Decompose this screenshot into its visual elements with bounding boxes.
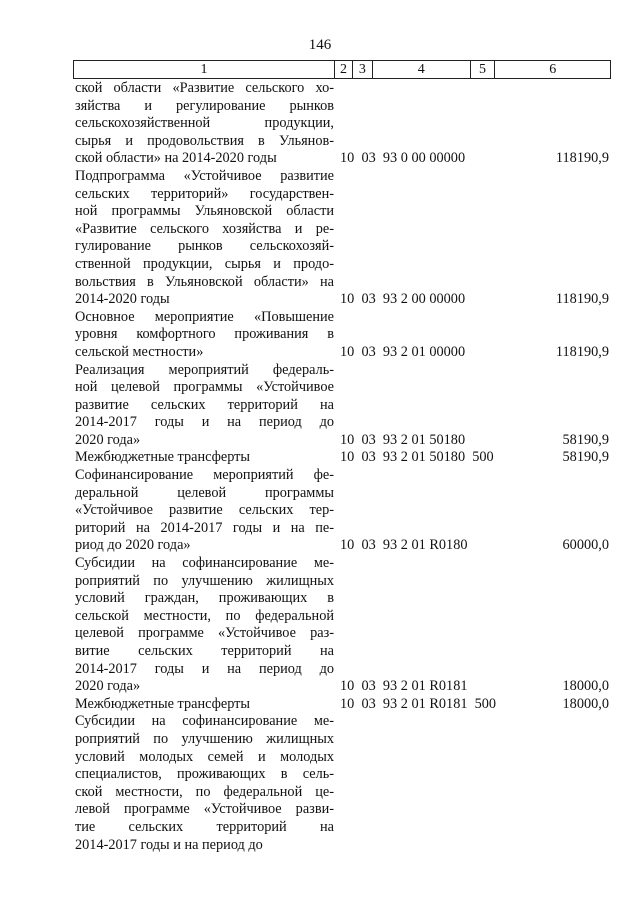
table-row <box>75 168 611 309</box>
row-amount: 118190,9 <box>555 150 609 167</box>
description-line: ской области» на 2014-2020 годы <box>75 150 277 167</box>
description-line: сельскохозяйственной продукции, <box>75 115 334 132</box>
description-line: целевой программе «Устойчивое раз- <box>75 625 334 642</box>
row-description <box>75 449 334 467</box>
description-line: 2014-2020 годы <box>75 291 170 308</box>
description-line: витие сельских территорий на <box>75 643 334 659</box>
row-description <box>75 80 334 168</box>
description-line: развитие сельских территорий на <box>75 396 334 413</box>
row-amount: 118190,9 <box>555 343 609 360</box>
row-description <box>75 555 334 696</box>
header-col-2: 2 <box>335 61 353 78</box>
row-amount: 60000,0 <box>562 537 609 554</box>
description-line: Подпрограмма «Устойчивое развитие <box>75 167 334 184</box>
row-amount: 118190,9 <box>555 291 609 308</box>
description-line: 2014-2017 годы и на период до <box>75 660 334 677</box>
row-description <box>75 309 334 362</box>
row-codes: 10 03 93 2 01 50180 500 <box>340 449 494 466</box>
table-body <box>75 80 611 854</box>
table-row <box>75 696 611 714</box>
description-line: зяйства и регулирование рынков <box>75 97 334 114</box>
description-line: ской области «Развитие сельского хо- <box>75 80 334 96</box>
table-row <box>75 309 611 362</box>
description-line: специалистов, проживающих в сель- <box>75 766 334 783</box>
description-line: 2014-2017 годы и на период до <box>75 414 334 431</box>
description-line: Субсидии на софинансирование ме- <box>75 713 334 730</box>
row-description <box>75 696 334 714</box>
table-row <box>75 555 611 696</box>
description-line: Софинансирование мероприятий фе- <box>75 467 334 484</box>
table-row <box>75 362 611 450</box>
row-codes: 10 03 93 2 01 50180 <box>340 431 466 448</box>
description-line: ственной продукции, сырья и продо- <box>75 255 334 272</box>
description-line: ской местности, по федеральной це- <box>75 783 334 800</box>
row-codes: 10 03 93 2 01 R0181 <box>340 678 468 695</box>
row-amount: 58190,9 <box>562 431 609 448</box>
description-line: ной целевой программы «Устойчивое <box>75 379 334 396</box>
description-line: тие сельских территорий на <box>75 818 334 835</box>
header-col-6: 6 <box>549 62 557 77</box>
description-line: сельской местности» <box>75 343 204 360</box>
description-line: Субсидии на софинансирование ме- <box>75 555 334 572</box>
description-line: риод до 2020 года» <box>75 537 191 554</box>
description-line: левой программе «Устойчивое разви- <box>75 801 334 818</box>
row-codes: 10 03 93 2 01 00000 <box>340 343 466 360</box>
description-line: уровня комфортного проживания в <box>75 326 334 343</box>
description-line: Основное мероприятие «Повышение <box>75 308 334 325</box>
row-description <box>75 467 334 555</box>
header-col-5: 5 <box>471 61 496 78</box>
description-line: «Устойчивое развитие сельских тер- <box>75 502 334 519</box>
row-codes: 10 03 93 2 01 R0180 <box>340 537 468 554</box>
description-line: сырья и продовольствия в Ульянов- <box>75 132 334 149</box>
description-line: 2020 года» <box>75 431 141 448</box>
description-line: условий молодых семей и молодых <box>75 748 334 765</box>
description-line: риторий на 2014-2017 годы и на пе- <box>75 519 334 536</box>
row-codes: 10 03 93 2 00 00000 <box>340 291 466 308</box>
description-line: 2020 года» <box>75 678 141 695</box>
row-description <box>75 362 334 450</box>
description-line: Реализация мероприятий федераль- <box>75 361 334 378</box>
page-number: 146 <box>308 37 332 53</box>
description-line: ной программы Ульяновской области <box>75 203 334 220</box>
description-line: сельской местности, по федеральной <box>75 607 334 624</box>
row-amount: 58190,9 <box>562 449 609 466</box>
table-row <box>75 449 611 467</box>
description-line: 2014-2017 годы и на период до <box>75 836 263 853</box>
row-codes: 10 03 93 0 00 00000 <box>340 150 466 167</box>
description-line: гулирование рынков сельскохозяй- <box>75 238 334 255</box>
header-col-1: 1 <box>74 61 335 78</box>
description-line: вольствия в Ульяновской области» на <box>75 273 334 290</box>
description-line: сельских территорий» государствен- <box>75 185 334 202</box>
description-line: «Развитие сельского хозяйства и ре- <box>75 220 334 237</box>
row-codes: 10 03 93 2 01 R0181 500 <box>340 695 497 712</box>
description-line: Межбюджетные трансферты <box>75 449 251 466</box>
description-line: роприятий по улучшению жилищных <box>75 730 334 747</box>
description-line: деральной целевой программы <box>75 484 334 501</box>
table-row <box>75 467 611 555</box>
row-description <box>75 713 334 854</box>
header-col-4: 4 <box>373 61 471 78</box>
description-line: Межбюджетные трансферты <box>75 695 251 712</box>
description-line: условий граждан, проживающих в <box>75 590 334 607</box>
row-amount: 18000,0 <box>562 695 609 712</box>
table-row <box>75 80 611 168</box>
table-header <box>73 60 611 79</box>
row-description <box>75 168 334 309</box>
header-col-3: 3 <box>353 61 373 78</box>
row-amount: 18000,0 <box>562 678 609 695</box>
description-line: роприятий по улучшению жилищных <box>75 572 334 589</box>
table-row <box>75 713 611 854</box>
